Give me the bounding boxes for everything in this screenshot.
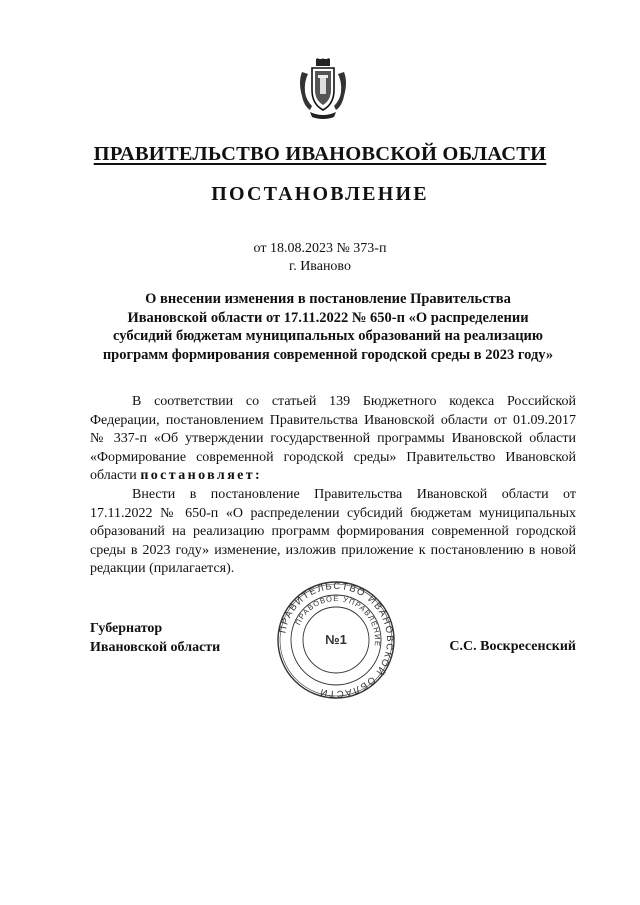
signer-title-line: Ивановской области (90, 639, 221, 655)
subject-line: О внесении изменения в постановление Правительства (145, 291, 511, 307)
signer-title-line: Губернатор (90, 621, 163, 636)
document-date-number: от 18.08.2023 № 373-п (253, 241, 387, 256)
body-paragraph-2: Внести в постановление Правительства Ивановской области от 17.11.2022 № 650-п «О распределении субсидий бюджетам муниципальных образований на реализацию программ формирования современной городской среды в 2023 году» изменение, изложив приложение к постановлению в новой редакции (прилагается). (90, 486, 576, 577)
subject-line: программ формирования современной городской среды в 2023 году» (102, 346, 554, 363)
document-body (90, 393, 576, 579)
resolution-word: постановляет: (140, 468, 263, 484)
paragraph-text: В соответствии со статьей 139 Бюджетного кодекса Российской Федерации, постановлением Правительства Ивановской области от 01.09.2017 № 337-п «Об утверждении государственной программы Ивановской области «Формирование современной городской среды» Правительство Ивановской области (90, 394, 576, 484)
coat-of-arms-icon (298, 58, 348, 120)
document-type: ПОСТАНОВЛЕНИЕ (211, 183, 429, 205)
signer-name: С.С. Воскресенский (449, 639, 576, 654)
official-stamp (276, 580, 396, 700)
document-city: г. Иваново (289, 259, 351, 274)
body-paragraph-1 (90, 393, 576, 486)
subject-line: Ивановской области от 17.11.2022 № 650-п «О распределении (127, 309, 529, 326)
document-subject (80, 290, 576, 364)
document-meta (0, 240, 640, 276)
stamp-outer-text: ПРАВИТЕЛЬСТВО ИВАНОВСКОЙ ОБЛАСТИ (277, 580, 396, 700)
stamp-number: №1 (325, 632, 347, 647)
signer-title (90, 620, 220, 657)
organization-title: ПРАВИТЕЛЬСТВО ИВАНОВСКОЙ ОБЛАСТИ (93, 143, 547, 165)
stamp-inner-text: ПРАВОВОЕ УПРАВЛЕНИЕ (293, 593, 383, 648)
subject-line: субсидий бюджетам муниципальных образований на реализацию (113, 328, 543, 345)
